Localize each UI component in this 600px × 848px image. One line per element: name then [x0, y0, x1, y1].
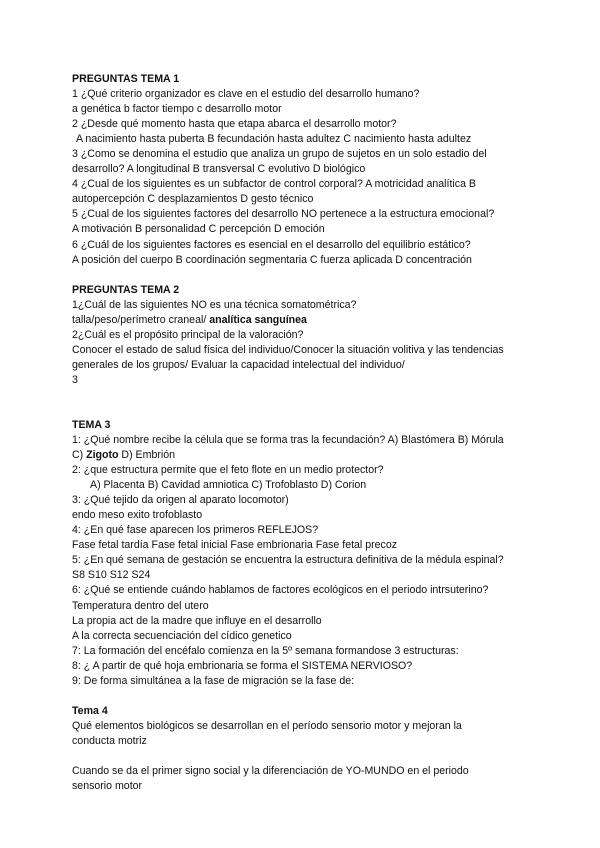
answer-text: C)	[72, 449, 87, 462]
tema4-question: Qué elementos biológicos se desarrollan en el período sensorio motor y mejoran la	[72, 719, 462, 732]
tema3-question: 4: ¿En qué fase aparecen los primeros REFLEJOS?	[72, 524, 319, 537]
tema1-line: A nacimiento hasta puberta B fecundación hasta adultez C nacimiento hasta adultez	[76, 133, 472, 146]
tema4-question: sensorio motor	[72, 779, 143, 792]
tema3-answer	[72, 448, 532, 463]
tema3-answer: Fase fetal tardía Fase fetal inicial Fase embrionaria Fase fetal precoz	[72, 539, 398, 552]
tema3-question: 8: ¿ A partir de qué hoja embrionaria se forma el SISTEMA NERVIOSO?	[72, 659, 413, 672]
tema1-line: 3 ¿Como se denomina el estudio que analiza un grupo de sujetos en un solo estadio del	[72, 148, 487, 161]
tema3-question: 6: ¿Qué se entiende cuándo hablamos de factores ecológicos en el periodo intrsuterino?	[72, 584, 489, 597]
tema3-answer: La propia act de la madre que influye en el desarrollo	[72, 614, 322, 627]
tema1-line: A posición del cuerpo B coordinación segmentaria C fuerza aplicada D concentración	[72, 253, 472, 266]
tema3-question: 1: ¿Qué nombre recibe la célula que se forma tras la fecundación? A) Blastómera B) Mórula	[72, 433, 504, 446]
tema3-heading: TEMA 3	[72, 418, 111, 431]
tema1-heading: PREGUNTAS TEMA 1	[72, 73, 180, 85]
tema4-question: conducta motriz	[72, 734, 147, 747]
tema1-line: 5 ¿Cual de los siguientes factores del desarrollo NO pertenece a la estructura emocional?	[72, 208, 495, 221]
tema3-question: 2: ¿que estructura permite que el feto flote en un medio protector?	[72, 464, 384, 477]
answer-text: talla/peso/perímetro craneal/	[72, 313, 210, 326]
tema2-question: 3	[72, 373, 78, 386]
tema3-answer: A) Placenta B) Cavidad amniotica C) Trofoblasto D) Corion	[90, 479, 367, 492]
tema1-line: 1 ¿Qué criterio organizador es clave en el estudio del desarrollo humano?	[72, 88, 420, 101]
answer-text: D) Embrión	[118, 449, 175, 462]
tema2-heading: PREGUNTAS TEMA 2	[72, 283, 180, 296]
tema3-question: 5: ¿En qué semana de gestación se encuentra la estructura definitiva de la médula espinal?	[72, 554, 504, 567]
tema4-question: Cuando se da el primer signo social y la diferenciación de YO-MUNDO en el periodo	[72, 764, 469, 777]
tema2-answer: Conocer el estado de salud física del individuo/Conocer la situación volitiva y las tendencias	[72, 343, 504, 356]
tema2-question: 1¿Cuál de las siguientes NO es una técnica somatométrica?	[72, 298, 357, 311]
tema1-line: 2 ¿Desde qué momento hasta que etapa abarca el desarrollo motor?	[72, 118, 397, 131]
tema3-answer: Temperatura dentro del utero	[72, 599, 209, 612]
tema3-question: 3: ¿Qué tejido da origen al aparato locomotor)	[72, 494, 289, 507]
document-page	[72, 72, 532, 794]
tema4-heading: Tema 4	[72, 704, 108, 717]
tema1-line: 4 ¿Cual de los siguientes es un subfactor de control corporal? A motricidad analítica B	[72, 178, 476, 191]
answer-bold-text: analítica sanguínea	[209, 313, 307, 326]
tema3-question: 9: De forma simultánea a la fase de migración se la fase de:	[72, 674, 355, 687]
tema3-answer: endo meso exito trofoblasto	[72, 509, 203, 522]
answer-bold-text: Zigoto	[86, 449, 119, 462]
tema1-line: 6 ¿Cuál de los siguientes factores es esencial en el desarrollo del equilibrio estático?	[72, 238, 471, 251]
tema2-answer: generales de los grupos/ Evaluar la capacidad intelectual del individuo/	[72, 358, 405, 371]
tema1-line: autopercepción C desplazamientos D gesto técnico	[72, 193, 314, 206]
tema1-line: a genética b factor tiempo c desarrollo motor	[72, 103, 282, 116]
tema2-question: 2¿Cuál es el propósito principal de la valoración?	[72, 328, 304, 341]
tema2-answer	[72, 313, 532, 328]
tema3-question: 7: La formación del encéfalo comienza en la 5º semana formandose 3 estructuras:	[72, 644, 459, 657]
tema3-answer: S8 S10 S12 S24	[72, 569, 151, 582]
tema1-line: desarrollo? A longitudinal B transversal C evolutivo D biológico	[72, 163, 366, 176]
tema1-line: A motivación B personalidad C percepción D emoción	[72, 223, 325, 236]
tema3-answer: A la correcta secuenciación del cídico genetico	[72, 629, 292, 642]
